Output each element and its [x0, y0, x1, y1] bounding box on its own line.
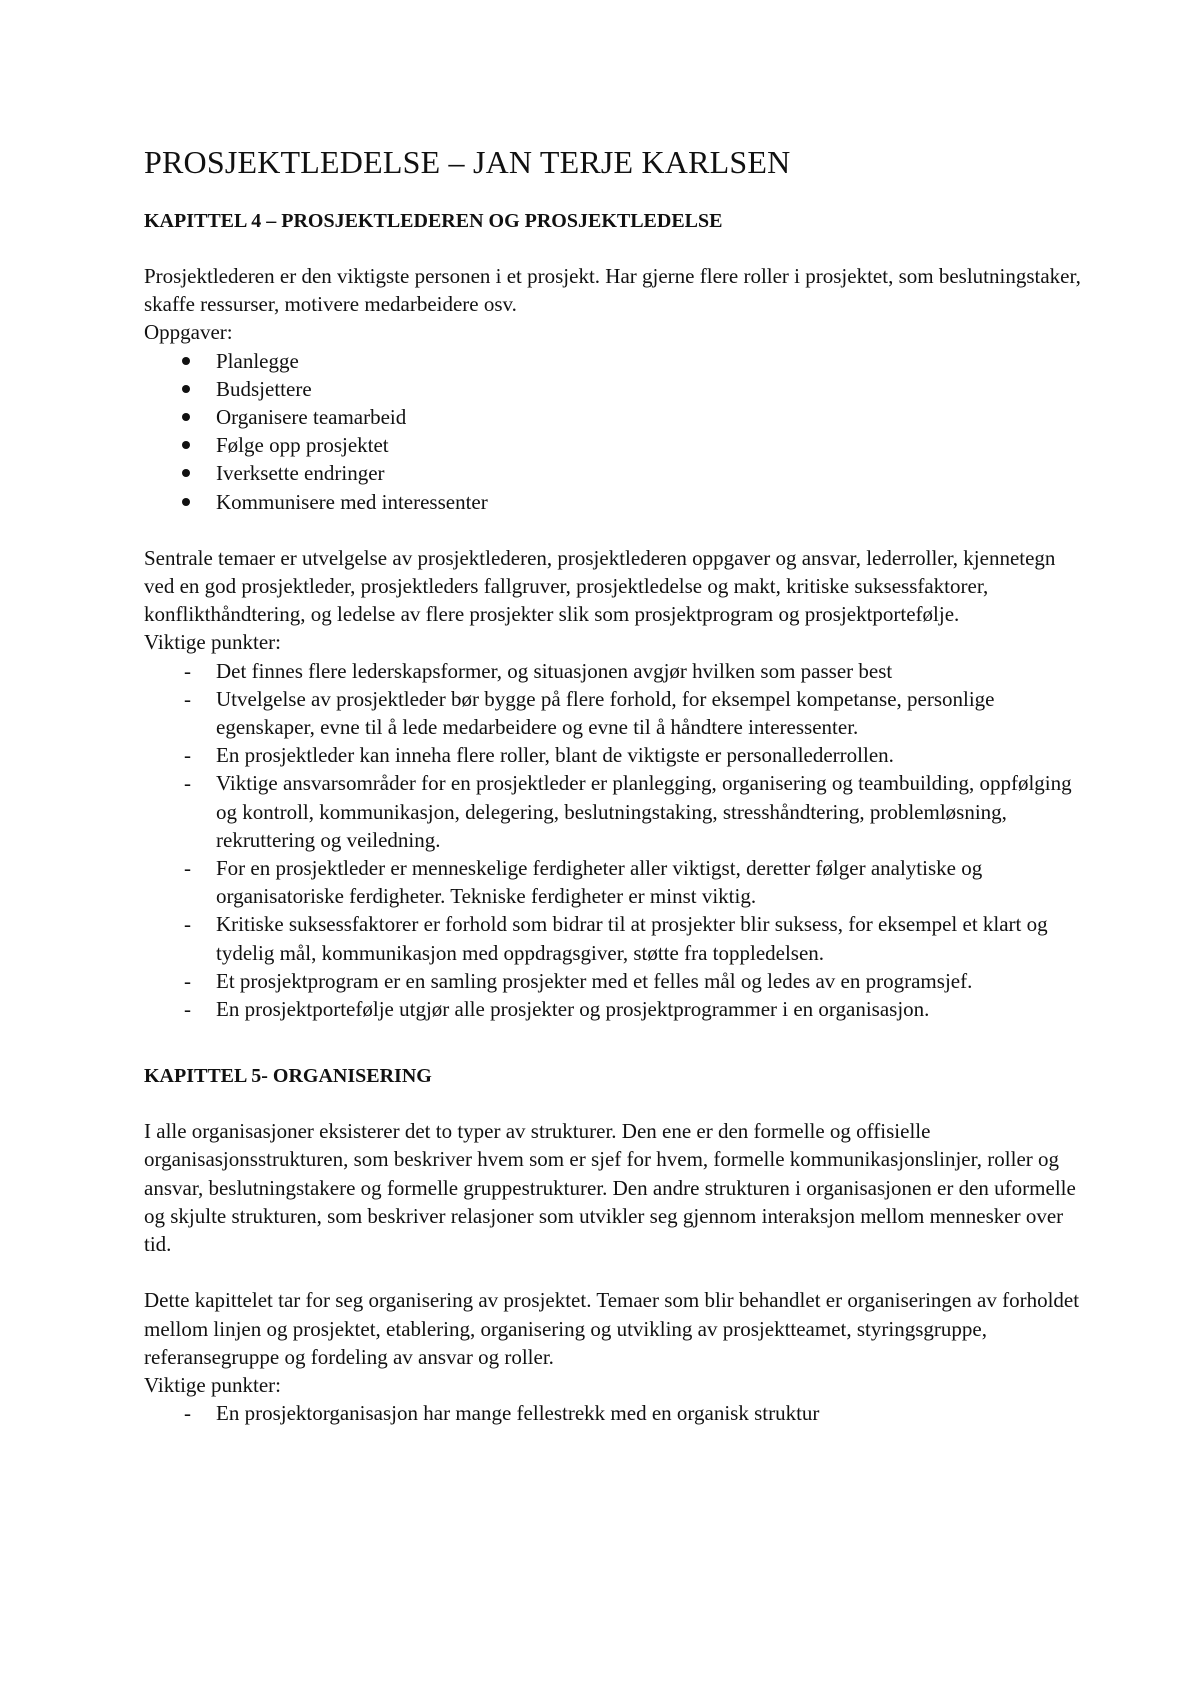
chapter-4-intro: Prosjektlederen er den viktigste personen i et prosjekt. Har gjerne flere roller i prosjektet, som beslutningstaker, skaffe ressurser, motivere medarbeidere osv. [144, 264, 1081, 317]
list-item-text: Følge opp prosjektet [216, 433, 389, 458]
dash-icon: - [184, 856, 191, 881]
list-item-text: For en prosjektleder er menneskelige ferdigheter aller viktigst, deretter følger analytiske og organisatoriske ferdigheter. Tekniske ferdigheter er minst viktig. [216, 856, 983, 909]
bullet-icon [182, 385, 190, 393]
chapter-4-heading: KAPITTEL 4 – PROSJEKTLEDEREN OG PROSJEKTLEDELSE [144, 210, 723, 232]
list-item [144, 431, 1084, 459]
points-list [144, 1399, 1084, 1427]
bullet-icon [182, 498, 190, 506]
tasks-list [144, 347, 1084, 516]
points-list [144, 657, 1084, 1024]
list-item [144, 403, 1084, 431]
dash-icon: - [184, 968, 191, 993]
list-item [144, 459, 1084, 487]
tasks-label: Oppgaver: [144, 320, 233, 345]
dash-icon: - [184, 658, 191, 683]
list-item [144, 967, 1084, 995]
list-item [144, 741, 1084, 769]
list-item-text: Organisere teamarbeid [216, 405, 407, 430]
bullet-icon [182, 357, 190, 365]
list-item-text: Planlegge [216, 348, 299, 373]
dash-icon: - [184, 1401, 191, 1426]
list-item [144, 488, 1084, 516]
list-item [144, 1399, 1084, 1427]
list-item-text: Iverksette endringer [216, 461, 385, 486]
bullet-icon [182, 469, 190, 477]
dash-icon: - [184, 743, 191, 768]
bullet-icon [182, 441, 190, 449]
chapter-5-paragraph-1: I alle organisasjoner eksisterer det to typer av strukturer. Den ene er den formelle og offisielle organisasjonsstrukturen, som beskriver hvem som er sjef for hvem, formelle kommunikasjonslinjer, roller og ansvar, beslutningstakere og formelle gruppestrukturer. Den andre strukturen i organisasjonen er den uformelle og skjulte strukturen, som beskriver relasjoner som utvikler seg gjennom interaksjon mellom mennesker over tid. [144, 1119, 1076, 1257]
list-item-text: Det finnes flere lederskapsformer, og situasjonen avgjør hvilken som passer best [216, 658, 893, 683]
list-item-text: Kritiske suksessfaktorer er forhold som bidrar til at prosjekter blir suksess, for eksempel et klart og tydelig mål, kommunikasjon med oppdragsgiver, støtte fra toppledelsen. [216, 912, 1048, 965]
list-item-text: Et prosjektprogram er en samling prosjekter med et felles mål og ledes av en programsjef. [216, 968, 973, 993]
list-item-text: Utvelgelse av prosjektleder bør bygge på flere forhold, for eksempel kompetanse, personlige egenskaper, evne til å lede medarbeidere og evne til å håndtere interessenter. [216, 686, 995, 740]
chapter-5-paragraph-2: Dette kapittelet tar for seg organisering av prosjektet. Temaer som blir behandlet er organiseringen av forholdet mellom linjen og prosjektet, etablering, organisering og utvikling av prosjektteamet, styringsgruppe, referansegruppe og fordeling av ansvar og roller. [144, 1288, 1080, 1369]
list-item [144, 995, 1084, 1023]
list-item-text: Kommunisere med interessenter [216, 489, 488, 514]
list-item-text: En prosjektleder kan inneha flere roller, blant de viktigste er personallederrollen. [216, 743, 894, 768]
document-content [144, 142, 1084, 1427]
bullet-icon [182, 413, 190, 421]
list-item [144, 769, 1084, 854]
points-label: Viktige punkter: [144, 1372, 281, 1397]
list-item-text: Budsjettere [216, 376, 312, 401]
list-item-text: Viktige ansvarsområder for en prosjektleder er planlegging, organisering og teambuilding, oppfølging og kontroll, kommunikasjon, delegering, beslutningstaking, stresshåndtering, problemløsning, rekruttering og veiledning. [216, 771, 1072, 852]
chapter-5-heading: KAPITTEL 5- ORGANISERING [144, 1065, 432, 1088]
dash-icon: - [184, 771, 191, 796]
list-item [144, 347, 1084, 375]
list-item [144, 657, 1084, 685]
document-title: PROSJEKTLEDELSE – JAN TERJE KARLSEN [144, 144, 791, 180]
points-label: Viktige punkter: [144, 630, 281, 655]
list-item-text: En prosjektorganisasjon har mange fellestrekk med en organisk struktur [216, 1401, 820, 1426]
dash-icon: - [184, 686, 191, 711]
list-item [144, 685, 1084, 741]
chapter-4-themes: Sentrale temaer er utvelgelse av prosjektlederen, prosjektlederen oppgaver og ansvar, lederroller, kjennetegn ved en god prosjektleder, prosjektleders fallgruver, prosjektledelse og makt, kritiske suksessfaktorer, konflikthåndtering, og ledelse av flere prosjekter slik som prosjektprogram og prosjektportefølje. [144, 545, 1056, 627]
list-item-text: En prosjektportefølje utgjør alle prosjekter og prosjektprogrammer i en organisasjon. [216, 997, 930, 1022]
dash-icon: - [184, 912, 191, 937]
list-item [144, 854, 1084, 910]
list-item [144, 375, 1084, 403]
list-item [144, 910, 1084, 966]
dash-icon: - [184, 997, 191, 1022]
